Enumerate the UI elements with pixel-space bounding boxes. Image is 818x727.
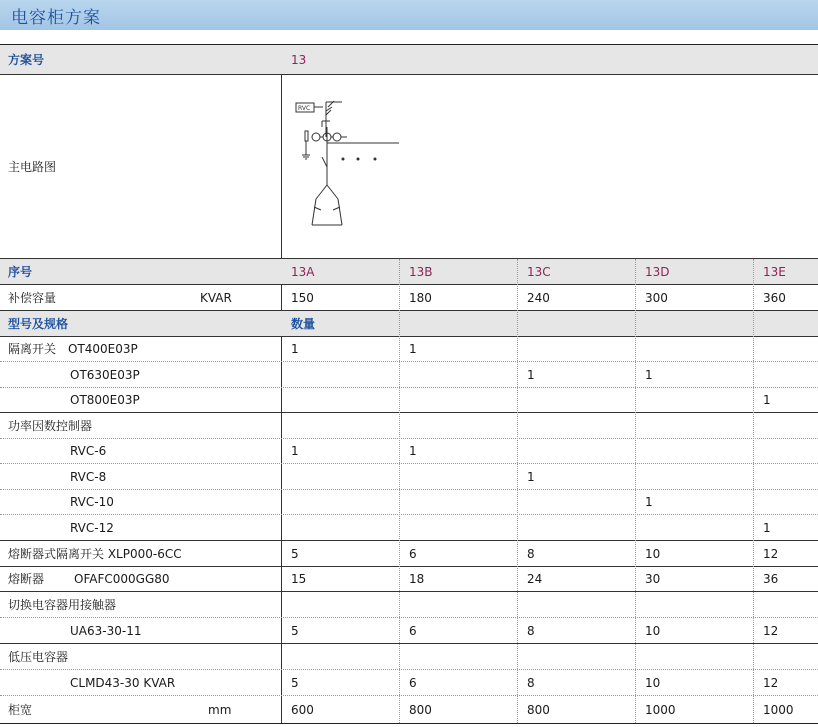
capacity-value: 180 (409, 290, 432, 305)
qty-cell: 800 (409, 702, 432, 717)
model-label: 型号及规格 (8, 316, 69, 331)
qty-cell: 1 (763, 520, 771, 535)
seq-13a: 13A (291, 264, 315, 279)
scheme-row (0, 45, 818, 75)
seq-13b: 13B (409, 264, 433, 279)
capacity-value: 240 (527, 290, 550, 305)
qty-cell: 1 (409, 444, 417, 458)
seq-13d: 13D (645, 264, 670, 279)
capacitor-label: 低压电容器 (8, 649, 69, 664)
model-header-row (0, 311, 818, 337)
scheme-value: 13 (291, 52, 307, 67)
pfc-row (0, 439, 818, 464)
qty-cell: 5 (291, 675, 299, 690)
pfc-model: RVC-6 (70, 444, 107, 458)
capacitor-model: CLMD43-30 KVAR (70, 675, 176, 690)
contactor-header-row (0, 592, 818, 618)
fuse-label: 熔断器 (8, 572, 45, 586)
page-title: 电容柜方案 (11, 8, 101, 28)
qty-cell: 1 (645, 367, 653, 382)
scheme-table (0, 44, 818, 724)
qty-cell: 1000 (763, 702, 794, 717)
qty-cell: 18 (409, 572, 425, 586)
qty-cell: 10 (645, 623, 661, 638)
capacity-value: 150 (291, 290, 314, 305)
qty-cell: 1000 (645, 702, 676, 717)
capacitor-row (0, 670, 818, 696)
qty-cell: 1 (291, 444, 299, 458)
capacity-row (0, 285, 818, 311)
title-bar (0, 0, 818, 30)
qty-cell: 600 (291, 702, 314, 717)
qty-cell: 8 (527, 623, 535, 638)
qty-cell: 1 (291, 342, 299, 356)
capacity-value: 300 (645, 290, 668, 305)
pfc-header-row (0, 413, 818, 439)
col-divider (517, 259, 518, 723)
isolator-row (0, 362, 818, 388)
qty-cell: 6 (409, 623, 417, 638)
rvc-label: RVC (298, 105, 311, 112)
qty-cell: 5 (291, 546, 299, 561)
pfc-label: 功率因数控制器 (8, 418, 93, 433)
isolator-model: OT400E03P (68, 342, 138, 356)
seq-row (0, 259, 818, 285)
qty-cell: 15 (291, 572, 307, 586)
fuse-row (0, 567, 818, 592)
qty-cell: 800 (527, 702, 550, 717)
capacitor-header-row (0, 644, 818, 670)
fuse-model: OFAFC000GG80 (74, 572, 170, 586)
pfc-row (0, 464, 818, 490)
qty-cell: 24 (527, 572, 543, 586)
seq-13c: 13C (527, 264, 551, 279)
diagram-row (0, 75, 818, 259)
width-row (0, 696, 818, 723)
contactor-row (0, 618, 818, 644)
isolator-model: OT630E03P (70, 367, 140, 382)
capacity-label: 补偿容量 (8, 290, 57, 305)
qty-cell: 30 (645, 572, 661, 586)
seq-13e: 13E (763, 264, 786, 279)
col-divider (399, 259, 400, 723)
circuit-diagram (294, 77, 414, 257)
qty-cell: 6 (409, 675, 417, 690)
qty-cell: 1 (645, 495, 653, 509)
isolator-row (0, 337, 818, 362)
isolator-label: 隔离开关 (8, 342, 57, 356)
seq-label: 序号 (8, 264, 33, 279)
col-divider (753, 259, 754, 723)
pfc-row (0, 490, 818, 515)
qty-cell: 12 (763, 623, 779, 638)
capacity-unit: KVAR (200, 290, 232, 305)
col-divider (635, 259, 636, 723)
qty-cell: 8 (527, 546, 535, 561)
qty-cell: 1 (763, 393, 771, 407)
fuse-switch-label: 熔断器式隔离开关 XLP000-6CC (8, 546, 182, 561)
isolator-model: OT800E03P (70, 393, 140, 407)
fuse-switch-row (0, 541, 818, 567)
contactor-model: UA63-30-11 (70, 623, 142, 638)
pfc-row (0, 515, 818, 541)
pfc-model: RVC-8 (70, 469, 107, 484)
width-label: 柜宽 (8, 702, 33, 717)
diagram-label: 主电路图 (8, 159, 57, 174)
pfc-model: RVC-12 (70, 520, 114, 535)
scheme-label: 方案号 (8, 52, 45, 67)
qty-cell: 1 (409, 342, 417, 356)
qty-cell: 5 (291, 623, 299, 638)
pfc-model: RVC-10 (70, 495, 114, 509)
qty-label: 数量 (291, 316, 316, 331)
qty-cell: 1 (527, 367, 535, 382)
capacity-value: 360 (763, 290, 786, 305)
qty-cell: 12 (763, 546, 779, 561)
qty-cell: 1 (527, 469, 535, 484)
qty-cell: 10 (645, 675, 661, 690)
qty-cell: 10 (645, 546, 661, 561)
qty-cell: 36 (763, 572, 779, 586)
width-unit: mm (208, 702, 232, 717)
qty-cell: 12 (763, 675, 779, 690)
qty-cell: 6 (409, 546, 417, 561)
qty-cell: 8 (527, 675, 535, 690)
isolator-row (0, 388, 818, 413)
contactor-label: 切换电容器用接触器 (8, 597, 117, 612)
